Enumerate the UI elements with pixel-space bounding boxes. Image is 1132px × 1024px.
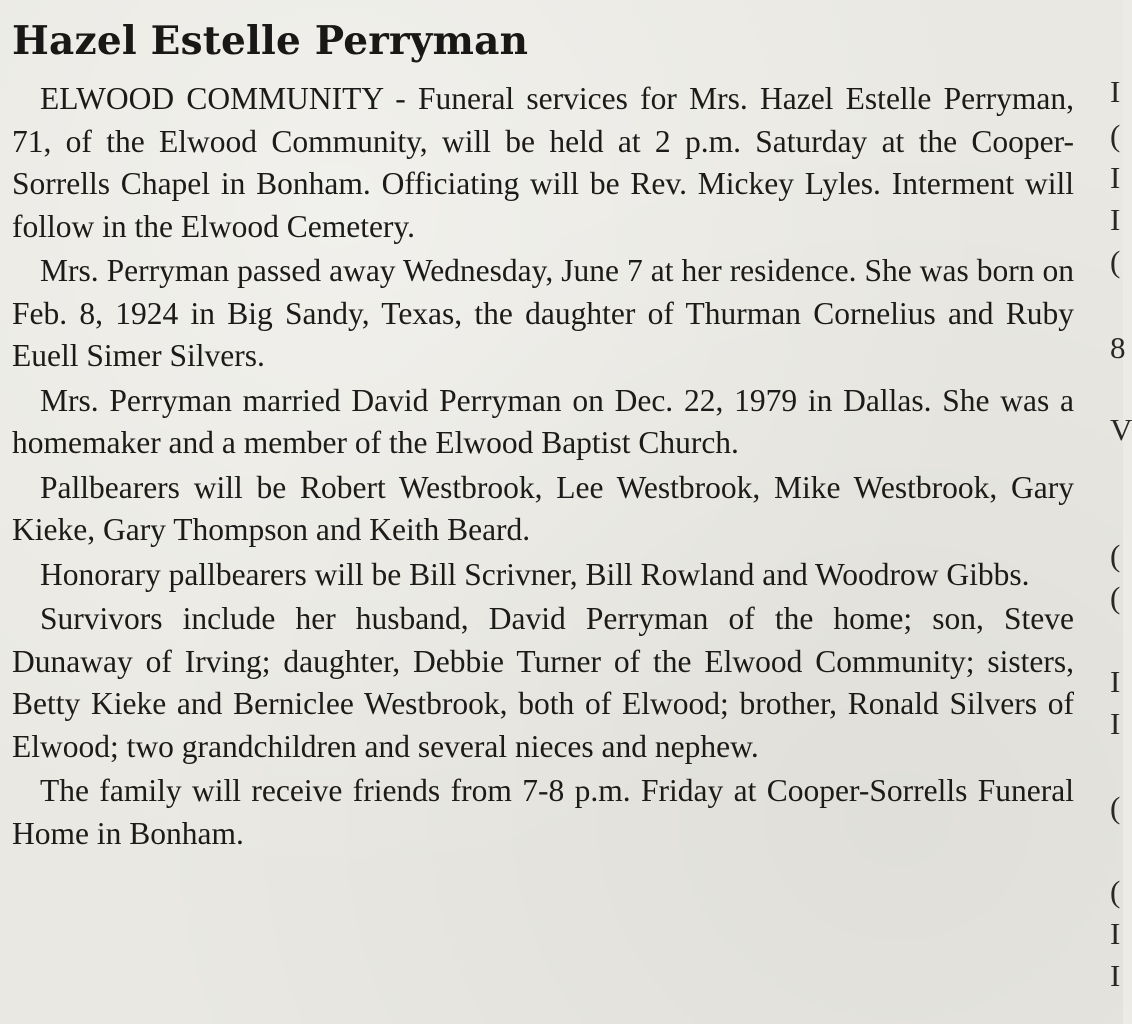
edge-fragment: ( <box>1110 580 1121 615</box>
paragraph-marriage: Mrs. Perryman married David Perryman on Dec. 22, 1979 in Dallas. She was a homemaker and a member of the Elwood Baptist Church. <box>12 382 1074 460</box>
paragraph-visitation: The family will receive friends from 7-8 p.m. Friday at Cooper-Sorrells Funeral Home in Bonham. <box>12 773 1074 851</box>
paragraph-pallbearers: Pallbearers will be Robert Westbrook, Lee Westbrook, Mike Westbrook, Gary Kieke, Gary Thompson and Keith Beard. <box>12 469 1074 547</box>
paragraph-passing-birth: Mrs. Perryman passed away Wednesday, June 7 at her residence. She was born on Feb. 8, 1924 in Big Sandy, Texas, the daughter of Thurman Cornelius and Ruby Euell Simer Silvers. <box>12 253 1074 373</box>
edge-fragment: I <box>1110 706 1121 741</box>
edge-fragment: I <box>1110 74 1121 109</box>
edge-fragment: ( <box>1110 244 1121 279</box>
edge-fragment: 8 <box>1110 330 1126 365</box>
edge-fragment: ( <box>1110 874 1121 909</box>
edge-fragment: V <box>1110 412 1132 447</box>
edge-fragment: I <box>1110 202 1121 237</box>
obituary-column <box>12 14 1074 857</box>
edge-fragment: I <box>1110 958 1121 993</box>
edge-fragment: ( <box>1110 118 1121 153</box>
edge-fragment: ( <box>1110 790 1121 825</box>
edge-fragment: I <box>1110 160 1121 195</box>
adjacent-column-edge <box>1090 0 1132 1024</box>
paragraph-funeral-services: ELWOOD COMMUNITY - Funeral services for Mrs. Hazel Estelle Perryman, 71, of the Elwood Community, will be held at 2 p.m. Saturday at the Cooper-Sorrells Chapel in Bonham. Officiating will be Rev. Mickey Lyles. Interment will follow in the Elwood Cemetery. <box>12 81 1074 244</box>
edge-fragment: I <box>1110 916 1121 951</box>
edge-fragment: ( <box>1110 538 1121 573</box>
edge-fragment: I <box>1110 664 1121 699</box>
paragraph-survivors: Survivors include her husband, David Perryman of the home; son, Steve Dunaway of Irving; daughter, Debbie Turner of the Elwood Community; sisters, Betty Kieke and Berniclee Westbrook, both of Elwood; brother, Ronald Silvers of Elwood; two grandchildren and several nieces and nephew. <box>12 601 1074 764</box>
obituary-headline: Hazel Estelle Perryman <box>12 18 529 64</box>
paragraph-honorary-pallbearers: Honorary pallbearers will be Bill Scrivner, Bill Rowland and Woodrow Gibbs. <box>40 556 1030 592</box>
